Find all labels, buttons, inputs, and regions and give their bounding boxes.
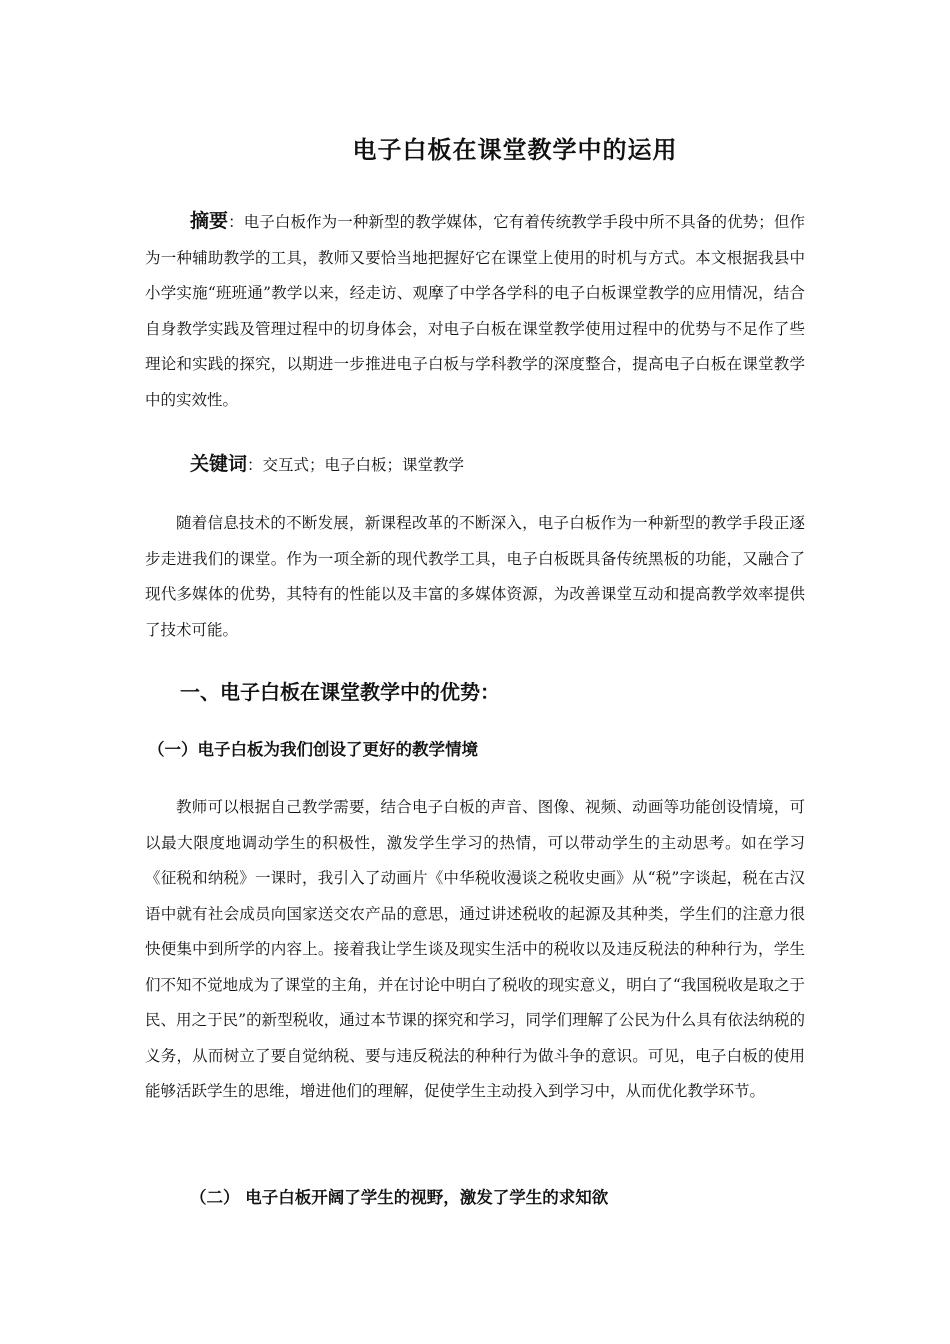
abstract-text: 电子白板作为一种新型的教学媒体，它有着传统教学手段中所不具备的优势；但作为一种辅助教学的工具，教师又要恰当地把握好它在课堂上使用的时机与方式。本文根据我县中小学实施“班班通”教学以来，经走访、观摩了中学各学科的电子白板课堂教学的应用情况，结合自身教学实践及管理过程中的切身体会，对电子白板在课堂教学使用过程中的优势与不足作了些理论和实践的探究，以期进一步推进电子白板与学科教学的深度整合，提高电子白板在课堂教学中的实效性。 xyxy=(145,213,805,409)
section-heading: 一、电子白板在课堂教学中的优势： xyxy=(180,680,500,704)
keywords-label: 关键词 xyxy=(189,453,247,475)
intro-paragraph: 随着信息技术的不断发展，新课程改革的不断深入，电子白板作为一种新型的教学手段正逐步走进我们的课堂。作为一项全新的现代教学工具，电子白板既具备传统黑板的功能，又融合了现代多媒体的优势，其特有的性能以及丰富的多媒体资源，为改善课堂互动和提高教学效率提供了技术可能。 xyxy=(145,514,805,639)
subsection-heading-2: （二） 电子白板开阔了学生的视野，激发了学生的求知欲 xyxy=(190,1188,609,1207)
keywords-paragraph xyxy=(145,447,805,484)
abstract-separator: ： xyxy=(228,213,244,231)
keywords-text: 交互式；电子白板；课堂教学 xyxy=(262,456,464,474)
subsection-heading-1: （一）电子白板为我们创设了更好的教学情境 xyxy=(148,740,478,759)
keywords-separator: ： xyxy=(246,456,263,474)
abstract-paragraph xyxy=(145,204,805,418)
document-title: 电子白板在课堂教学中的运用 xyxy=(352,136,678,164)
abstract-label: 摘要 xyxy=(189,210,229,232)
subsection-1-paragraph: 教师可以根据自己教学需要，结合电子白板的声音、图像、视频、动画等功能创设情境，可以最大限度地调动学生的积极性，激发学生学习的热情，可以带动学生的主动思考。如在学习《征税和纳税》一课时，我引入了动画片《中华税收漫谈之税收史画》从“税”字谈起，税在古汉语中就有社会成员向国家送交农产品的意思，通过讲述税收的起源及其种类，学生们的注意力很快便集中到所学的内容上。接着我让学生谈及现实生活中的税收以及违反税法的种种行为，学生们不知不觉地成为了课堂的主角，并在讨论中明白了税收的现实意义，明白了“我国税收是取之于民、用之于民”的新型税收，通过本节课的探究和学习，同学们理解了公民为什么具有依法纳税的义务，从而树立了要自觉纳税、要与违反税法的种种行为做斗争的意识。可见，电子白板的使用能够活跃学生的思维，增进他们的理解，促使学生主动投入到学习中，从而优化教学环节。 xyxy=(145,798,805,1100)
